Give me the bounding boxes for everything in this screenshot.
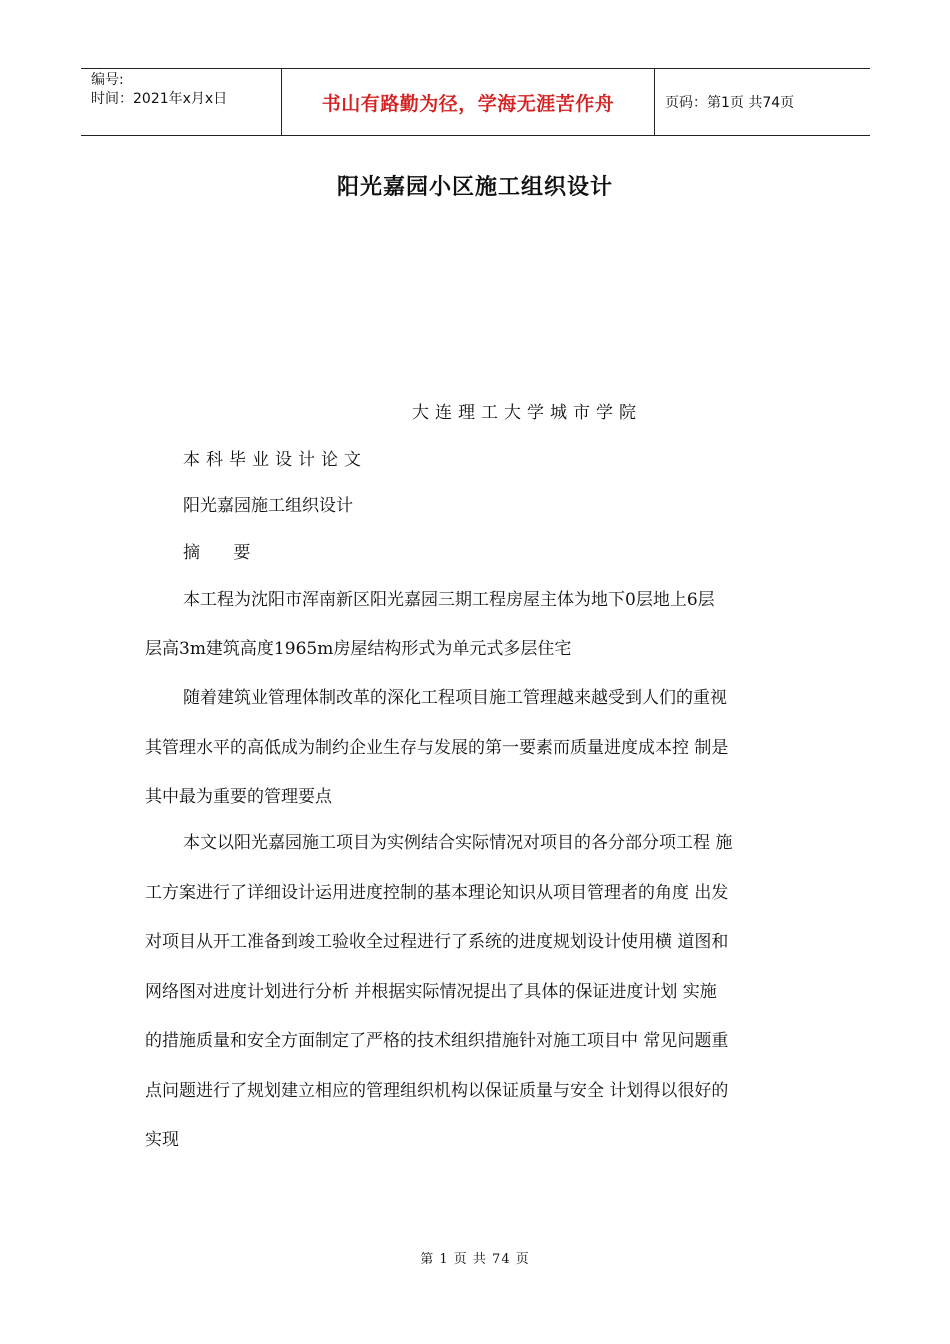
body-line: 其管理水平的高低成为制约企业生存与发展的第一要素而质量进度成本控 制是 (145, 738, 729, 758)
body-line: 随着建筑业管理体制改革的深化工程项目施工管理越来越受到人们的重视 (183, 688, 727, 708)
body-line: 层高3m建筑高度1965m房屋结构形式为单元式多层住宅 (145, 639, 572, 659)
header-left-cell (81, 69, 282, 135)
body-line: 本文以阳光嘉园施工项目为实例结合实际情况对项目的各分部分项工程 施 (183, 833, 733, 853)
body-line: 实现 (145, 1130, 179, 1150)
thesis-type: 本科毕业设计论文 (183, 450, 367, 470)
body-line: 点问题进行了规划建立相应的管理组织机构以保证质量与安全 计划得以很好的 (145, 1081, 729, 1101)
page-footer: 第 1 页 共 74 页 (420, 1252, 530, 1267)
body-line: 的措施质量和安全方面制定了严格的技术组织措施针对施工项目中 常见问题重 (145, 1031, 729, 1051)
abstract-heading: 摘 要 (183, 543, 265, 563)
thesis-title: 阳光嘉园施工组织设计 (183, 496, 353, 516)
document-title: 阳光嘉园小区施工组织设计 (336, 175, 613, 200)
document-number-label: 编号: (91, 72, 124, 88)
body-line: 其中最为重要的管理要点 (145, 787, 332, 807)
university-name: 大连理工大学城市学院 (412, 403, 642, 423)
body-line: 网络图对进度计划进行分析 并根据实际情况提出了具体的保证进度计划 实施 (145, 982, 717, 1002)
header-table (81, 68, 870, 136)
header-motto: 书山有路勤为径，学海无涯苦作舟 (282, 69, 655, 135)
document-time-label: 时间：2021年x月x日 (91, 91, 228, 107)
header-page-info: 页码：第1页 共74页 (665, 95, 795, 111)
body-line: 本工程为沈阳市浑南新区阳光嘉园三期工程房屋主体为地下0层地上6层 (183, 590, 715, 610)
body-line: 工方案进行了详细设计运用进度控制的基本理论知识从项目管理者的角度 出发 (145, 883, 729, 903)
body-line: 对项目从开工准备到竣工验收全过程进行了系统的进度规划设计使用横 道图和 (145, 932, 729, 952)
